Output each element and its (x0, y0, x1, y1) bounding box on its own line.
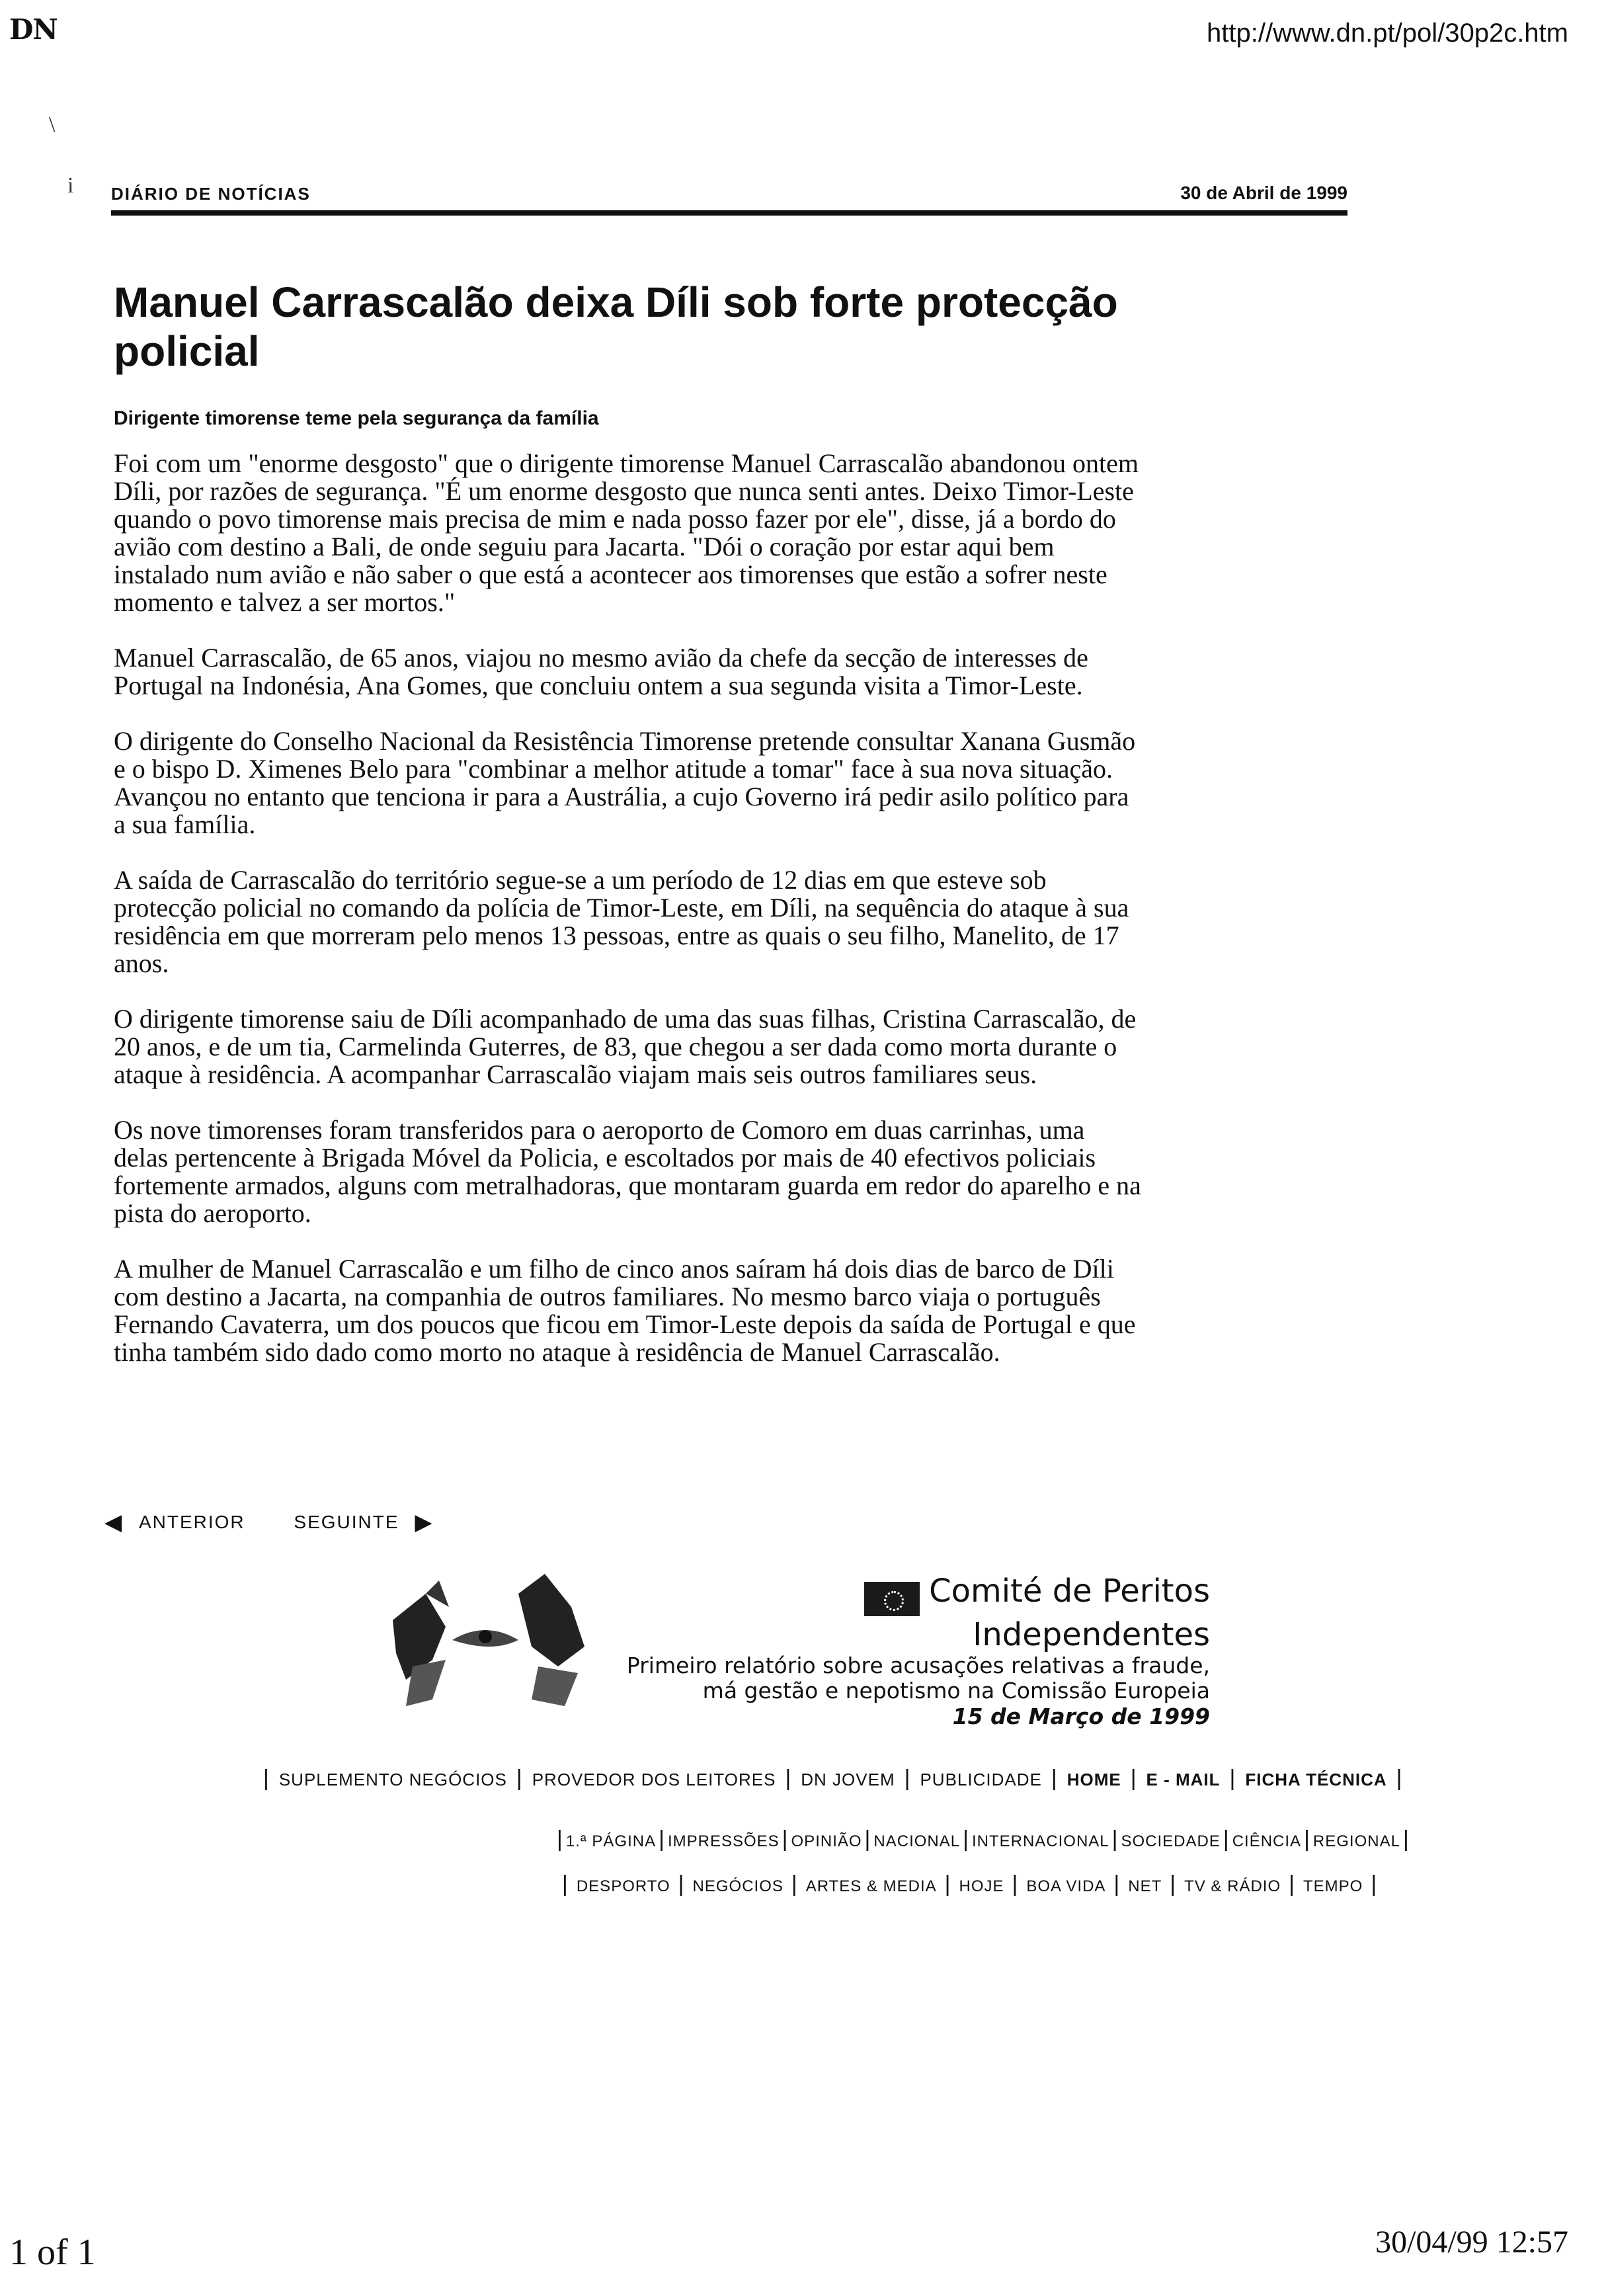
previous-link[interactable] (104, 1509, 245, 1536)
nav-row-services (254, 1766, 1412, 1791)
article-paragraph: O dirigente do Conselho Nacional da Resistência Timorense pretende consultar Xanana Gusmão e o bispo D. Ximenes Belo para "combinar a melhor atitude a tomar" face à sua nova situação. Avançou no entanto que tenciona ir para a Austrália, a cujo Governo irá pedir asilo político para a sua família. (114, 726, 1136, 839)
nav-link-home[interactable]: HOME (1066, 1770, 1121, 1789)
masthead-rule (111, 210, 1347, 216)
article-paragraph: A mulher de Manuel Carrascalão e um filho de cinco anos saíram há dois dias de barco de Díli com destino a Jacarta, na companhia de outros familiares. No mesmo barco viaja o português Fernando Cavaterra, um dos poucos que ficou em Timor-Leste depois da saída de Portugal e que tinha também sido dado como morto no ataque à residência de Manuel Carrascalão. (114, 1254, 1136, 1367)
nav-link-regional[interactable]: REGIONAL (1312, 1832, 1400, 1850)
article-pager (104, 1509, 433, 1536)
scan-mark: \ (49, 112, 56, 137)
nav-separator: | (562, 1871, 569, 1897)
eu-flag-icon (864, 1582, 920, 1616)
article-paragraph: O dirigente timorense saiu de Díli acompanhado de uma das suas filhas, Cristina Carrascalão, de 20 anos, e de um tia, Carmelinda Guterres, de 83, que chegou a ser dada como morta durante o ataque à residência. A acompanhar Carrascalão viajam mais seis outros familiares seus. (114, 1004, 1137, 1089)
page-url: http://www.dn.pt/pol/30p2c.htm (1207, 19, 1568, 48)
nav-link-impressoes[interactable]: IMPRESSÕES (667, 1832, 780, 1850)
nav-link-publicidade[interactable]: PUBLICIDADE (920, 1770, 1042, 1789)
nav-link-dn-jovem[interactable]: DN JOVEM (801, 1770, 895, 1789)
nav-separator: | (1012, 1871, 1019, 1897)
nav-separator: | (904, 1766, 911, 1791)
nav-separator: | (678, 1871, 685, 1897)
nav-link-email[interactable]: E - MAIL (1146, 1770, 1221, 1789)
nav-link-suplemento-negocios[interactable]: SUPLEMENTO NEGÓCIOS (278, 1770, 507, 1789)
banner-subtitle-line: má gestão e nepotismo na Comissão Europeia (702, 1677, 1210, 1703)
nav-row-more-sections (554, 1871, 1385, 1897)
article-body (114, 450, 1145, 1394)
nav-link-tempo[interactable]: TEMPO (1303, 1877, 1363, 1895)
article-headline: Manuel Carrascalão deixa Díli sob forte protecção policial (114, 278, 1118, 375)
arrow-left-icon: ◀︎ (104, 1510, 124, 1535)
nav-separator: | (1229, 1766, 1236, 1791)
nav-separator: | (782, 1826, 789, 1852)
nav-link-internacional[interactable]: INTERNACIONAL (971, 1832, 1109, 1850)
nav-link-provedor-leitores[interactable]: PROVEDOR DOS LEITORES (532, 1770, 776, 1789)
nav-link-desporto[interactable]: DESPORTO (576, 1877, 670, 1895)
nav-separator: | (516, 1766, 523, 1791)
nav-separator: | (944, 1871, 951, 1897)
banner[interactable] (622, 1573, 1210, 1729)
nav-separator: | (785, 1766, 792, 1791)
previous-label: ANTERIOR (138, 1512, 245, 1532)
nav-link-opiniao[interactable]: OPINIÃO (791, 1832, 862, 1850)
nav-row-sections (554, 1826, 1412, 1852)
nav-separator: | (1304, 1826, 1310, 1852)
nav-separator: | (1223, 1826, 1230, 1852)
nav-link-net[interactable]: NET (1128, 1877, 1162, 1895)
nav-link-ciencia[interactable]: CIÊNCIA (1232, 1832, 1302, 1850)
article-subhead: Dirigente timorense teme pela segurança da família (114, 407, 599, 429)
nav-separator: | (1113, 1871, 1121, 1897)
nav-separator: | (1289, 1871, 1295, 1897)
nav-separator: | (1051, 1766, 1058, 1791)
nav-link-ficha-tecnica[interactable]: FICHA TÉCNICA (1245, 1770, 1387, 1789)
nav-separator: | (1130, 1766, 1137, 1791)
banner-date: 15 de Março de 1999 (952, 1703, 1210, 1729)
newspaper-logo[interactable]: DIÁRIO DE NOTÍCIAS (111, 184, 311, 204)
next-label: SEGUINTE (294, 1512, 399, 1532)
scan-mark: i (67, 173, 74, 198)
nav-link-nacional[interactable]: NACIONAL (873, 1832, 961, 1850)
nav-separator: | (1402, 1826, 1410, 1852)
article-paragraph: Os nove timorenses foram transferidos para o aeroporto de Comoro em duas carrinhas, uma delas pertencente à Brigada Móvel da Policia, e escoltados por mais de 40 efectivos policiais fortemente armados, alguns com metralhadoras, que montaram guarda em redor do aparelho e na pista do aeroporto. (114, 1115, 1141, 1228)
nav-link-primeira-pagina[interactable]: 1.ª PÁGINA (565, 1832, 657, 1850)
banner-title-row (622, 1573, 1210, 1653)
nav-separator: | (864, 1826, 871, 1852)
banner-title: Comité de Peritos Independentes (929, 1573, 1210, 1653)
print-timestamp: 30/04/99 12:57 (1375, 2225, 1568, 2260)
nav-separator: | (557, 1826, 563, 1852)
nav-link-artes-media[interactable]: ARTES & MEDIA (805, 1877, 937, 1895)
next-link[interactable] (294, 1509, 433, 1536)
corner-dn-label: DN (9, 13, 58, 46)
nav-link-sociedade[interactable]: SOCIEDADE (1121, 1832, 1221, 1850)
nav-separator: | (263, 1766, 270, 1791)
nav-link-tv-radio[interactable]: TV & RÁDIO (1184, 1877, 1281, 1895)
nav-separator: | (1371, 1871, 1378, 1897)
masthead (111, 180, 1347, 220)
article-paragraph: Manuel Carrascalão, de 65 anos, viajou no mesmo avião da chefe da secção de interesses de Portugal na Indonésia, Ana Gomes, que concluiu ontem a sua segunda visita a Timor-Leste. (114, 643, 1088, 700)
nav-link-boa-vida[interactable]: BOA VIDA (1026, 1877, 1106, 1895)
issue-date: 30 de Abril de 1999 (1180, 183, 1347, 203)
nav-link-negocios[interactable]: NEGÓCIOS (692, 1877, 784, 1895)
article-paragraph: A saída de Carrascalão do território segue-se a um período de 12 dias em que esteve sob protecção policial no comando da polícia de Timor-Leste, em Díli, na sequência do ataque à sua residência em que morreram pelo menos 13 pessoas, entre as quais o seu filho, Manelito, de 17 anos. (114, 865, 1129, 978)
nav-separator: | (791, 1871, 798, 1897)
nav-separator: | (659, 1826, 665, 1852)
nav-separator: | (1170, 1871, 1177, 1897)
arrow-right-icon: ▶︎ (415, 1510, 434, 1535)
nav-separator: | (1111, 1826, 1119, 1852)
banner-subtitle-line: Primeiro relatório sobre acusações relativas a fraude, (626, 1652, 1210, 1678)
banner-illustration[interactable] (386, 1567, 598, 1713)
page-count: 1 of 1 (9, 2232, 96, 2273)
article-paragraph: Foi com um "enorme desgosto" que o dirigente timorense Manuel Carrascalão abandonou ontem Díli, por razões de segurança. "É um enorme desgosto que nunca senti antes. Deixo Timor-Leste quando o povo timorense mais precisa de mim e nada posso fazer por ele", disse, já a bordo do avião com destino a Bali, de onde seguiu para Jacarta. "Dói o coração por estar aqui bem instalado num avião e não saber o que está a acontecer aos timorenses que estão a sofrer neste momento e talvez a ser mortos." (114, 448, 1139, 617)
nav-link-hoje[interactable]: HOJE (959, 1877, 1004, 1895)
nav-separator: | (963, 1826, 969, 1852)
nav-separator: | (1396, 1766, 1403, 1791)
